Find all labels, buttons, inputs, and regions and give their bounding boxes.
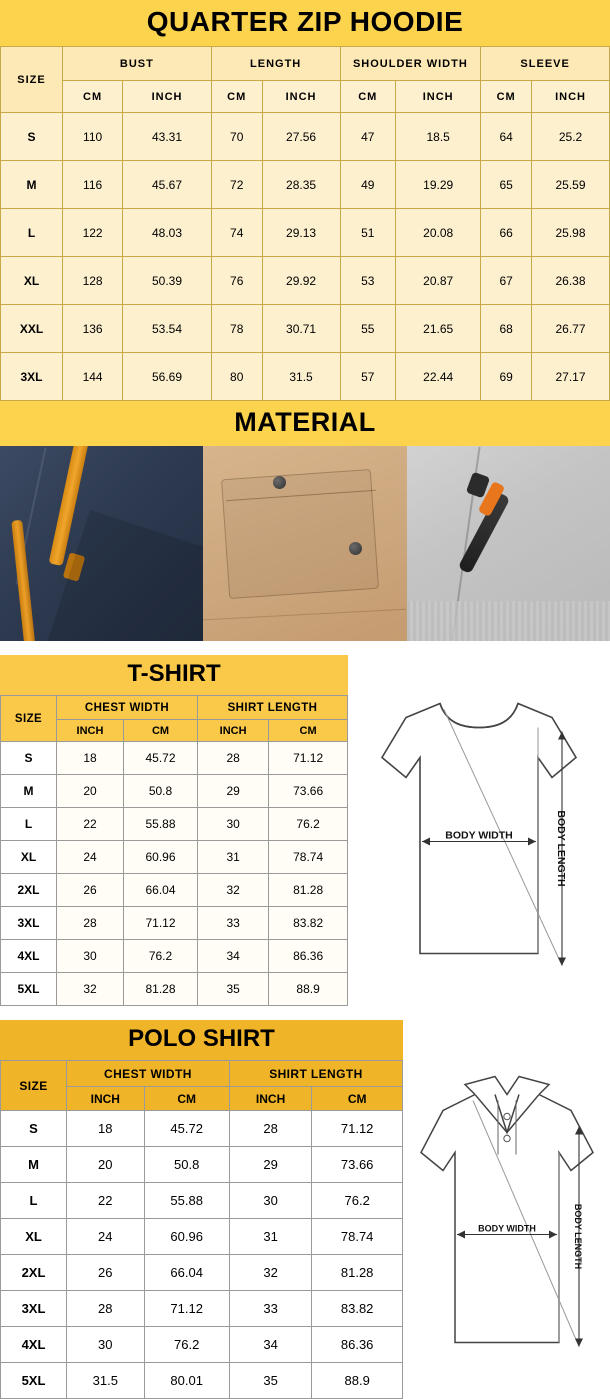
cell-sleeve-cm: 65 xyxy=(481,161,532,209)
row-size: XL xyxy=(1,1219,67,1255)
table-row xyxy=(1,1255,403,1291)
table-header-row xyxy=(1,47,610,81)
cell-chest-inch: 22 xyxy=(67,1183,145,1219)
subheader-bust-inch: INCH xyxy=(123,81,212,113)
polo-diagram-wrap xyxy=(403,1020,610,1399)
table-row xyxy=(1,353,610,401)
cell-shoulder-cm: 57 xyxy=(340,353,396,401)
header-shirt-length: SHIRT LENGTH xyxy=(198,696,348,720)
cell-chest-cm: 81.28 xyxy=(123,973,197,1006)
cell-chest-inch: 20 xyxy=(57,775,124,808)
tshirt-size-table xyxy=(0,695,348,1006)
cell-length-cm: 83.82 xyxy=(312,1291,403,1327)
cell-shoulder-inch: 21.65 xyxy=(396,305,481,353)
cell-length-cm: 72 xyxy=(211,161,262,209)
cell-shoulder-cm: 53 xyxy=(340,257,396,305)
row-size: M xyxy=(1,775,57,808)
cell-length-cm: 81.28 xyxy=(312,1255,403,1291)
cell-chest-cm: 66.04 xyxy=(144,1255,229,1291)
body-length-label: BODY LENGTH xyxy=(555,810,567,887)
hoodie-title: QUARTER ZIP HOODIE xyxy=(0,0,610,46)
material-title: MATERIAL xyxy=(0,401,610,446)
row-size: 5XL xyxy=(1,973,57,1006)
cell-chest-cm: 80.01 xyxy=(144,1363,229,1399)
tshirt-diagram xyxy=(348,655,610,1006)
cell-bust-cm: 136 xyxy=(63,305,123,353)
cell-sleeve-inch: 27.17 xyxy=(532,353,610,401)
cell-length-cm: 76 xyxy=(211,257,262,305)
row-size: 4XL xyxy=(1,1327,67,1363)
cell-sleeve-inch: 25.2 xyxy=(532,113,610,161)
cell-length-inch: 31.5 xyxy=(262,353,340,401)
cell-length-inch: 27.56 xyxy=(262,113,340,161)
table-header-row xyxy=(1,696,348,720)
cell-shoulder-cm: 47 xyxy=(340,113,396,161)
row-size: 4XL xyxy=(1,940,57,973)
cell-bust-cm: 110 xyxy=(63,113,123,161)
cell-length-inch: 33 xyxy=(229,1291,311,1327)
subheader-length-inch: INCH xyxy=(229,1087,311,1111)
cell-length-inch: 33 xyxy=(198,907,269,940)
table-row xyxy=(1,1183,403,1219)
cell-length-inch: 28 xyxy=(229,1111,311,1147)
header-chest-width: CHEST WIDTH xyxy=(67,1061,230,1087)
cell-length-inch: 29 xyxy=(229,1147,311,1183)
cell-chest-inch: 22 xyxy=(57,808,124,841)
subheader-length-inch: INCH xyxy=(262,81,340,113)
cell-length-cm: 83.82 xyxy=(269,907,348,940)
table-row xyxy=(1,973,348,1006)
row-size: M xyxy=(1,1147,67,1183)
subheader-sleeve-cm: CM xyxy=(481,81,532,113)
cell-length-cm: 70 xyxy=(211,113,262,161)
cell-shoulder-cm: 51 xyxy=(340,209,396,257)
cell-length-inch: 34 xyxy=(198,940,269,973)
cell-bust-inch: 56.69 xyxy=(123,353,212,401)
cell-chest-inch: 26 xyxy=(57,874,124,907)
row-size: M xyxy=(1,161,63,209)
subheader-shoulder-inch: INCH xyxy=(396,81,481,113)
row-size: 3XL xyxy=(1,907,57,940)
table-row xyxy=(1,305,610,353)
cell-chest-cm: 45.72 xyxy=(123,742,197,775)
cell-shoulder-inch: 19.29 xyxy=(396,161,481,209)
cell-chest-inch: 28 xyxy=(57,907,124,940)
navy-hoodie-drawstring-photo xyxy=(0,446,203,641)
cell-bust-inch: 43.31 xyxy=(123,113,212,161)
cell-shoulder-cm: 49 xyxy=(340,161,396,209)
cell-bust-cm: 128 xyxy=(63,257,123,305)
table-row xyxy=(1,1111,403,1147)
table-row xyxy=(1,940,348,973)
cell-chest-inch: 31.5 xyxy=(67,1363,145,1399)
subheader-chest-inch: INCH xyxy=(57,720,124,742)
subheader-bust-cm: CM xyxy=(63,81,123,113)
cell-sleeve-inch: 26.77 xyxy=(532,305,610,353)
cell-chest-inch: 30 xyxy=(67,1327,145,1363)
material-photo-row xyxy=(0,446,610,641)
polo-diagram xyxy=(403,1020,610,1399)
body-width-label: BODY WIDTH xyxy=(445,829,513,842)
table-header-row xyxy=(1,1061,403,1087)
tshirt-title: T-SHIRT xyxy=(0,655,348,695)
cell-shoulder-inch: 22.44 xyxy=(396,353,481,401)
table-row xyxy=(1,808,348,841)
cell-chest-inch: 18 xyxy=(57,742,124,775)
table-subheader-row xyxy=(1,81,610,113)
cell-length-inch: 35 xyxy=(198,973,269,1006)
cell-chest-inch: 32 xyxy=(57,973,124,1006)
subheader-sleeve-inch: INCH xyxy=(532,81,610,113)
table-row xyxy=(1,874,348,907)
header-sleeve: SLEEVE xyxy=(481,47,610,81)
cell-chest-cm: 76.2 xyxy=(123,940,197,973)
cell-shoulder-cm: 55 xyxy=(340,305,396,353)
subheader-shoulder-cm: CM xyxy=(340,81,396,113)
table-row xyxy=(1,841,348,874)
polo-button-icon xyxy=(504,1135,510,1141)
cell-sleeve-cm: 64 xyxy=(481,113,532,161)
cell-length-cm: 88.9 xyxy=(269,973,348,1006)
cell-chest-cm: 50.8 xyxy=(123,775,197,808)
cell-bust-cm: 116 xyxy=(63,161,123,209)
subheader-length-cm: CM xyxy=(211,81,262,113)
section-spacer xyxy=(0,641,610,655)
cell-chest-cm: 66.04 xyxy=(123,874,197,907)
cell-length-cm: 86.36 xyxy=(269,940,348,973)
cell-length-cm: 80 xyxy=(211,353,262,401)
cell-chest-cm: 45.72 xyxy=(144,1111,229,1147)
cell-length-inch: 35 xyxy=(229,1363,311,1399)
cell-shoulder-inch: 20.87 xyxy=(396,257,481,305)
cell-chest-inch: 30 xyxy=(57,940,124,973)
cell-sleeve-cm: 68 xyxy=(481,305,532,353)
cell-chest-cm: 76.2 xyxy=(144,1327,229,1363)
cell-chest-inch: 18 xyxy=(67,1111,145,1147)
body-length-label: BODY LENGTH xyxy=(573,1203,583,1270)
cell-length-cm: 73.66 xyxy=(269,775,348,808)
cell-length-cm: 78 xyxy=(211,305,262,353)
cell-bust-inch: 48.03 xyxy=(123,209,212,257)
cell-bust-inch: 50.39 xyxy=(123,257,212,305)
cell-sleeve-inch: 26.38 xyxy=(532,257,610,305)
subheader-chest-cm: CM xyxy=(123,720,197,742)
header-shoulder-width: SHOULDER WIDTH xyxy=(340,47,481,81)
tshirt-section xyxy=(0,655,610,1006)
row-size: 5XL xyxy=(1,1363,67,1399)
cell-bust-cm: 144 xyxy=(63,353,123,401)
cell-length-inch: 30 xyxy=(229,1183,311,1219)
table-row xyxy=(1,209,610,257)
header-bust: BUST xyxy=(63,47,212,81)
row-size: L xyxy=(1,1183,67,1219)
cell-sleeve-inch: 25.98 xyxy=(532,209,610,257)
cell-length-inch: 29 xyxy=(198,775,269,808)
grey-fleece-zipper-photo xyxy=(407,446,610,641)
row-size: S xyxy=(1,1111,67,1147)
cell-length-cm: 76.2 xyxy=(269,808,348,841)
tshirt-diagram-wrap xyxy=(348,655,610,1006)
seam-detail xyxy=(203,609,406,621)
body-width-label: BODY WIDTH xyxy=(478,1223,536,1234)
row-size: L xyxy=(1,209,63,257)
header-shirt-length: SHIRT LENGTH xyxy=(229,1061,402,1087)
cell-chest-cm: 71.12 xyxy=(144,1291,229,1327)
subheader-length-cm: CM xyxy=(269,720,348,742)
table-row xyxy=(1,1219,403,1255)
cell-sleeve-cm: 69 xyxy=(481,353,532,401)
cell-shoulder-inch: 18.5 xyxy=(396,113,481,161)
hoodie-section xyxy=(0,0,610,401)
table-row xyxy=(1,257,610,305)
cell-chest-cm: 60.96 xyxy=(144,1219,229,1255)
row-size: S xyxy=(1,113,63,161)
cell-length-cm: 86.36 xyxy=(312,1327,403,1363)
polo-title: POLO SHIRT xyxy=(0,1020,403,1060)
cell-length-inch: 34 xyxy=(229,1327,311,1363)
cell-chest-cm: 55.88 xyxy=(144,1183,229,1219)
table-row xyxy=(1,113,610,161)
polo-size-table xyxy=(0,1060,403,1399)
hoodie-size-table xyxy=(0,46,610,401)
header-size: SIZE xyxy=(1,696,57,742)
table-row xyxy=(1,907,348,940)
row-size: XL xyxy=(1,841,57,874)
row-size: 3XL xyxy=(1,1291,67,1327)
cell-length-cm: 73.66 xyxy=(312,1147,403,1183)
cell-sleeve-cm: 67 xyxy=(481,257,532,305)
cell-length-inch: 29.13 xyxy=(262,209,340,257)
cell-length-inch: 30.71 xyxy=(262,305,340,353)
polo-illustration xyxy=(403,1020,610,1399)
cell-length-inch: 32 xyxy=(229,1255,311,1291)
cell-length-inch: 29.92 xyxy=(262,257,340,305)
header-size: SIZE xyxy=(1,47,63,113)
table-row xyxy=(1,742,348,775)
subheader-length-cm: CM xyxy=(312,1087,403,1111)
polo-button-icon xyxy=(504,1113,510,1119)
subheader-chest-cm: CM xyxy=(144,1087,229,1111)
cell-bust-inch: 45.67 xyxy=(123,161,212,209)
cell-bust-inch: 53.54 xyxy=(123,305,212,353)
tshirt-table-wrap xyxy=(0,655,348,1006)
cell-sleeve-inch: 25.59 xyxy=(532,161,610,209)
cell-chest-inch: 28 xyxy=(67,1291,145,1327)
cell-chest-inch: 24 xyxy=(67,1219,145,1255)
cell-length-inch: 31 xyxy=(198,841,269,874)
table-row xyxy=(1,775,348,808)
subheader-length-inch: INCH xyxy=(198,720,269,742)
header-length: LENGTH xyxy=(211,47,340,81)
cell-length-cm: 78.74 xyxy=(312,1219,403,1255)
row-size: 2XL xyxy=(1,874,57,907)
cell-length-cm: 81.28 xyxy=(269,874,348,907)
row-size: L xyxy=(1,808,57,841)
cell-length-cm: 71.12 xyxy=(312,1111,403,1147)
row-size: S xyxy=(1,742,57,775)
table-row xyxy=(1,1291,403,1327)
cell-length-cm: 71.12 xyxy=(269,742,348,775)
ribbed-hem xyxy=(407,601,610,641)
table-row xyxy=(1,1327,403,1363)
row-size: 2XL xyxy=(1,1255,67,1291)
cell-length-cm: 78.74 xyxy=(269,841,348,874)
cell-sleeve-cm: 66 xyxy=(481,209,532,257)
cell-length-cm: 74 xyxy=(211,209,262,257)
table-row xyxy=(1,1363,403,1399)
table-row xyxy=(1,1147,403,1183)
row-size: 3XL xyxy=(1,353,63,401)
material-section xyxy=(0,401,610,641)
row-size: XXL xyxy=(1,305,63,353)
cell-length-inch: 28 xyxy=(198,742,269,775)
cell-length-cm: 76.2 xyxy=(312,1183,403,1219)
polo-table-wrap xyxy=(0,1020,403,1399)
subheader-chest-inch: INCH xyxy=(67,1087,145,1111)
cell-length-inch: 30 xyxy=(198,808,269,841)
cell-length-inch: 31 xyxy=(229,1219,311,1255)
header-size: SIZE xyxy=(1,1061,67,1111)
cell-shoulder-inch: 20.08 xyxy=(396,209,481,257)
cell-chest-inch: 20 xyxy=(67,1147,145,1183)
cell-length-inch: 32 xyxy=(198,874,269,907)
table-row xyxy=(1,161,610,209)
cell-bust-cm: 122 xyxy=(63,209,123,257)
cell-chest-cm: 60.96 xyxy=(123,841,197,874)
cell-chest-cm: 71.12 xyxy=(123,907,197,940)
cell-length-inch: 28.35 xyxy=(262,161,340,209)
header-chest-width: CHEST WIDTH xyxy=(57,696,198,720)
drawstring-right xyxy=(11,520,36,641)
polo-section xyxy=(0,1020,610,1399)
tan-sleeve-pocket-photo xyxy=(203,446,406,641)
cell-chest-inch: 26 xyxy=(67,1255,145,1291)
cell-chest-cm: 55.88 xyxy=(123,808,197,841)
cell-chest-inch: 24 xyxy=(57,841,124,874)
section-spacer xyxy=(0,1006,610,1020)
row-size: XL xyxy=(1,257,63,305)
cell-chest-cm: 50.8 xyxy=(144,1147,229,1183)
tshirt-illustration xyxy=(348,655,610,1006)
cell-length-cm: 88.9 xyxy=(312,1363,403,1399)
